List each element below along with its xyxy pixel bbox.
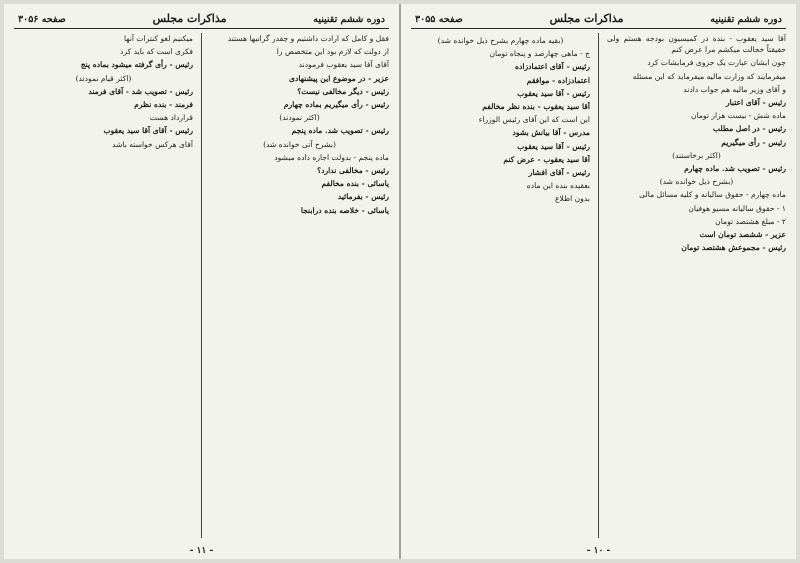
text-line: ماده چهارم - حقوق سالیانه و کلیه مسائل مالی [639, 190, 786, 200]
text-line: رئیس - رأی گرفته میشود بماده پنج [80, 60, 193, 70]
text-line: فقل و کامل که ارادت داشتیم و چقدر گرانبها هستند [227, 34, 389, 43]
left-page-columns [14, 33, 389, 538]
text-line: رئیس - آقا سید یعقوب [517, 141, 590, 151]
left-page-right-column [210, 33, 389, 538]
text-line: رئیس - مخالفی ندارد؟ [317, 166, 389, 176]
left-header-title: مذاکرات مجلس [152, 12, 227, 25]
text-line: قرارداد هست [149, 113, 193, 123]
text-line: فرمند - بنده نظرم [134, 100, 193, 110]
text-line: فکری است که باید کرد [120, 47, 193, 57]
text-line: بعقیده بنده این ماده [526, 181, 590, 191]
right-header-page-number: صفحه ۳۰۵۵ [415, 14, 463, 25]
left-page-left-column [14, 33, 193, 538]
column-divider [598, 33, 599, 538]
text-line: رئیس - رأی میگیریم بماده چهارم [283, 100, 389, 110]
right-page-left-column [411, 33, 590, 538]
right-page [401, 4, 796, 559]
text-line: میفرمایند که وزارت مالیه میفرماید که این مسئله [632, 71, 786, 81]
right-page-columns [411, 33, 786, 538]
text-line: رئیس - مجموعش هشتصد تومان [681, 243, 786, 253]
text-line: آقا سید یعقوب - بنده در کمیسیون بودجه هستم ولی حقیقتاً خجالت میکشم مرا عرض کنم [607, 34, 786, 55]
text-line: رئیس - بفرمائید [337, 192, 389, 202]
text-line: رئیس - آقای اعتمادزاده [515, 62, 590, 72]
text-line: ماده پنجم - بدولت اجازه داده میشود [274, 152, 389, 162]
column-divider [201, 33, 202, 538]
left-page-header [14, 10, 389, 29]
left-page [4, 4, 399, 559]
text-line: رئیس - آقای آقا سید یعقوب [103, 126, 193, 136]
text-line: (بقیه ماده چهارم بشرح ذیل خوانده شد) [437, 36, 564, 45]
text-line: رئیس - آقای اعتبار [725, 98, 786, 108]
text-line: بدون اطلاع [555, 194, 590, 204]
text-line: رئیس - تصویب شد. ماده پنجم [291, 126, 389, 136]
text-line: رئیس - رأی میگیریم [721, 137, 786, 147]
text-line: رئیس - تصویب شد. ماده چهارم [684, 164, 786, 174]
text-line: (اکثر برخاستند) [672, 150, 721, 160]
text-line: رئیس - تصویب شد - آقای فرمند [88, 86, 193, 96]
text-line: عزیر - در موضوع این پیشنهادی [289, 73, 389, 83]
text-line: (اکثر نمودند) [279, 113, 320, 123]
left-page-number: - ۱۱ - [189, 546, 214, 556]
text-line: رئیس - آقای افشار [528, 168, 590, 178]
text-line: (اکثر قیام نمودند) [75, 73, 132, 83]
text-line: چون ایشان عبارت یک جزوی فرمایشات کرد [647, 58, 786, 68]
text-line: رئیس - در اصل مطلب [712, 124, 786, 134]
text-line: و آقای وزیر مالیه هم جواب دادند [683, 84, 786, 94]
text-line: آقای هرکس خواسته باشد [112, 139, 193, 149]
text-line: آقای آقا سید یعقوب فرمودند [298, 60, 389, 70]
text-line: ماده شش - بیست هزار تومان [690, 111, 786, 121]
left-header-series: دوره ششم تقنینیه [313, 14, 385, 25]
right-header-series: دوره ششم تقنینیه [710, 14, 782, 25]
right-page-right-column [607, 33, 786, 538]
text-line: میکنیم لغو کنترات آنها [123, 34, 193, 43]
right-header-title: مذاکرات مجلس [549, 12, 624, 25]
text-line: آقا سید یعقوب - بنده نظر مخالفم [482, 102, 590, 112]
right-page-header [411, 10, 786, 29]
book-spread [4, 4, 796, 559]
right-page-number: - ۱۰ - [586, 546, 611, 556]
left-header-page-number: صفحه ۳۰۵۶ [18, 14, 66, 25]
text-line: آقا سید یعقوب - عرض کنم [503, 154, 590, 164]
text-line: این است که این آقای رئیس الوزراء [478, 115, 590, 125]
text-line: رئیس - آقا سید یعقوب [517, 88, 590, 98]
text-line: (بشرح آتی خوانده شد) [263, 139, 336, 149]
text-line: (بشرح ذیل خوانده شد) [659, 177, 734, 187]
text-line: از دولت که لازم بود این متخصص را [276, 47, 389, 57]
text-line: یاسائی - خلاصه بنده درابنجا [300, 205, 389, 215]
text-line: یاسائی - بنده مخالفم [321, 179, 389, 189]
text-line: عزیر - ششصد تومان است [699, 230, 786, 240]
text-line: رئیس - دیگر مخالفی نیست؟ [297, 86, 389, 96]
text-line: ۲ - مبلغ هشتصد تومان [715, 216, 786, 226]
text-line: ۱ - حقوق سالیانه مسیو هوفیان [688, 203, 786, 213]
text-line: مدرس - آقا بیانش بشود [512, 128, 590, 138]
text-line: اعتمادزاده - موافقم [526, 75, 590, 85]
text-line: ج - ماهی چهارصد و پنجاه تومان [489, 49, 590, 59]
